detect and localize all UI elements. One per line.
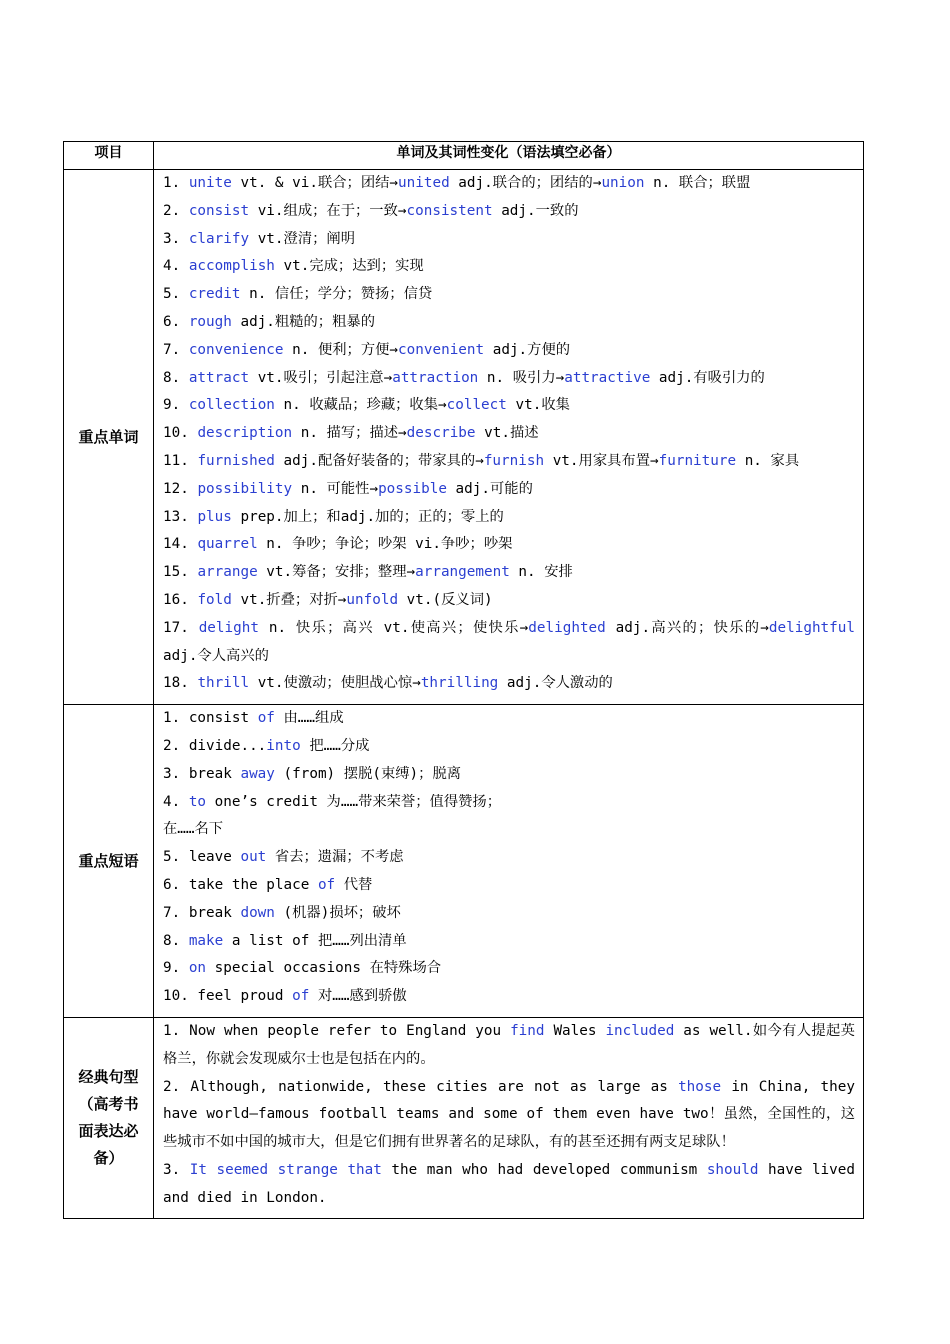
entry-text: n. 快乐；高兴 vt.使高兴；使快乐→	[258, 619, 529, 636]
keyword: to	[188, 793, 207, 810]
phrase-entry	[163, 844, 855, 872]
entry-text: 5. leave	[163, 849, 241, 866]
keyword: of	[257, 710, 275, 727]
entry-text: vt.用家具布置→	[544, 452, 659, 469]
entry-text: 13.	[163, 508, 198, 525]
entry-text: 4.	[163, 793, 189, 810]
entry-text: 16.	[163, 591, 198, 608]
word-entry	[163, 420, 855, 448]
section-key-phrases	[64, 705, 864, 1018]
keyword: should	[706, 1161, 759, 1178]
phrase-entry	[163, 789, 855, 817]
word-entry	[163, 226, 855, 254]
keyword: description	[197, 425, 293, 442]
entry-text: 2.	[163, 202, 189, 219]
entry-text: 2. Although, nationwide, these cities are not as large as	[163, 1078, 679, 1095]
entry-text: vt.收集	[506, 397, 570, 414]
entry-text: 7. break	[163, 904, 241, 921]
entry-text: vt. & vi.联合；团结→	[231, 175, 399, 191]
entry-text: adj.有吸引力的	[650, 369, 765, 386]
keyword: attractive	[564, 369, 651, 386]
keyword: away	[240, 765, 275, 782]
word-entry	[163, 448, 855, 476]
entry-text: 1. Now when people refer to England you	[163, 1022, 511, 1039]
word-entry	[163, 170, 855, 198]
keyword: furniture	[658, 452, 737, 469]
word-entry	[163, 337, 855, 365]
phrase-entry	[163, 955, 855, 983]
word-entry	[163, 476, 855, 504]
entry-text: 8.	[163, 369, 189, 386]
sentence-entry	[163, 1157, 855, 1213]
entry-text: adj.可能的	[446, 480, 533, 497]
keyword: find	[510, 1022, 545, 1039]
entry-text: 省去；遗漏；不考虑	[266, 849, 404, 866]
keyword: into	[266, 737, 301, 754]
keyword: thrilling	[420, 675, 499, 692]
keyword: It seemed strange that	[189, 1161, 382, 1178]
keyword: arrangement	[415, 564, 510, 581]
keyword: unfold	[346, 591, 399, 608]
entry-text: 3. break	[163, 765, 241, 782]
entry-text: 18.	[163, 675, 198, 692]
word-entry	[163, 365, 855, 393]
keyword: credit	[188, 286, 241, 303]
keyword: collection	[188, 397, 275, 414]
phrase-entry	[163, 733, 855, 761]
keyword: those	[678, 1078, 722, 1095]
section-content	[154, 705, 864, 1018]
keyword: convenient	[398, 341, 485, 358]
keyword: furnished	[197, 452, 275, 469]
keyword: out	[240, 849, 267, 866]
entry-text: n. 联合；联盟	[644, 175, 751, 191]
word-entry	[163, 392, 855, 420]
section-content	[154, 170, 864, 705]
entry-text: adj.一致的	[492, 202, 579, 219]
entry-text: 15.	[163, 564, 198, 581]
keyword: of	[317, 876, 336, 893]
entry-text: adj.联合的；团结的→	[449, 175, 602, 191]
entry-text: adj.粗糙的；粗暴的	[231, 313, 375, 330]
phrase-entry	[163, 761, 855, 789]
table-header-row	[64, 142, 864, 170]
keyword: of	[292, 988, 310, 1005]
vocabulary-table	[63, 141, 864, 1219]
keyword: plus	[197, 508, 232, 525]
entry-text: vt.描述	[475, 425, 539, 442]
phrase-entry	[163, 872, 855, 900]
entry-text: 把……分成	[300, 737, 370, 754]
entry-text: adj.令人高兴的	[163, 647, 269, 664]
keyword: down	[240, 904, 275, 921]
keyword: union	[601, 175, 645, 191]
entry-text: 代替	[335, 876, 373, 893]
entry-text: 5.	[163, 286, 189, 303]
entry-text: n. 描写；描述→	[292, 425, 407, 442]
entry-text: 2. divide...	[163, 737, 267, 754]
entry-text: 3.	[163, 230, 189, 247]
entry-text: n. 家具	[736, 452, 800, 469]
entry-text: n. 便利；方便→	[283, 341, 399, 358]
entry-text: n. 吸引力→	[478, 369, 565, 386]
word-entry	[163, 615, 855, 671]
entry-text: in China, they have world—famous football teams and some of them even have two！虽然，全国性的，这些城市不如中国的城市大，但是它们拥有世界著名的足球队，有的甚至还拥有两支足球队！	[163, 1078, 855, 1151]
entry-text: have lived and died in London.	[163, 1161, 855, 1206]
word-entry	[163, 504, 855, 532]
phrase-entry	[163, 816, 855, 844]
entry-text: vt.澄清；阐明	[249, 230, 356, 247]
entry-text: 3.	[163, 1161, 190, 1178]
entry-text: n. 信任；学分；赞扬；信贷	[240, 286, 433, 303]
keyword: clarify	[188, 230, 250, 247]
entry-text: vt.完成；达到；实现	[274, 258, 424, 275]
word-entry	[163, 253, 855, 281]
entry-text: vt.使激动；使胆战心惊→	[249, 675, 421, 692]
entry-text: vi.组成；在于；一致→	[249, 202, 407, 219]
entry-text: n. 可能性→	[292, 480, 379, 497]
entry-text: 10. feel proud	[163, 988, 293, 1005]
entry-text: vt.(反义词)	[398, 591, 493, 608]
entry-text: 在……名下	[163, 821, 224, 838]
sentence-entry	[163, 1018, 855, 1074]
entry-text: n. 争吵；争论；吵架 vi.争吵；吵架	[257, 536, 513, 553]
keyword: delightful	[768, 619, 855, 636]
keyword: make	[188, 932, 224, 949]
keyword: furnish	[483, 452, 545, 469]
entry-text: n. 安排	[509, 564, 573, 581]
phrase-entry	[163, 705, 855, 733]
keyword: on	[188, 960, 207, 977]
phrase-entry	[163, 928, 855, 956]
keyword: possible	[378, 480, 447, 497]
entry-text: 1. consist	[163, 710, 258, 727]
entry-text: adj.令人激动的	[498, 675, 613, 692]
header-words: 单词及其词性变化（语法填空必备）	[154, 142, 864, 170]
word-entry	[163, 198, 855, 226]
keyword: attract	[188, 369, 250, 386]
section-content	[154, 1017, 864, 1219]
entry-text: 11.	[163, 452, 198, 469]
entry-text: one’s credit 为……带来荣誉；值得赞扬；	[206, 793, 502, 810]
keyword: consistent	[406, 202, 493, 219]
keyword: attraction	[392, 369, 479, 386]
word-entry	[163, 559, 855, 587]
entry-text: adj.配备好装备的；带家具的→	[274, 452, 484, 469]
section-key-words	[64, 170, 864, 705]
entry-text: 对……感到骄傲	[309, 988, 407, 1005]
keyword: included	[605, 1022, 675, 1039]
entry-text: 14.	[163, 536, 198, 553]
header-item: 项目	[64, 142, 154, 170]
entry-text: 4.	[163, 258, 189, 275]
entry-text: adj.高兴的；快乐的→	[605, 619, 769, 636]
entry-text: 8.	[163, 932, 189, 949]
entry-text: (机器)损坏；破坏	[274, 904, 401, 921]
word-entry	[163, 531, 855, 559]
phrase-entry	[163, 983, 855, 1011]
keyword: delight	[198, 619, 259, 636]
entry-text: 由……组成	[274, 710, 344, 727]
entry-text: 9.	[163, 397, 189, 414]
entry-text: n. 收藏品；珍藏；收集→	[274, 397, 447, 414]
keyword: rough	[188, 313, 232, 330]
entry-text: 10.	[163, 425, 198, 442]
entry-text: prep.加上；和adj.加的；正的；零上的	[231, 508, 504, 525]
section-classic-sentences	[64, 1017, 864, 1219]
sentence-entry	[163, 1074, 855, 1157]
keyword: arrange	[197, 564, 258, 581]
category-label: 重点单词	[64, 170, 154, 705]
word-entry	[163, 309, 855, 337]
keyword: consist	[188, 202, 250, 219]
word-entry	[163, 281, 855, 309]
entry-text: vt.吸引；引起注意→	[249, 369, 393, 386]
entry-text: 9.	[163, 960, 189, 977]
phrase-entry	[163, 900, 855, 928]
keyword: accomplish	[188, 258, 275, 275]
keyword: quarrel	[197, 536, 258, 553]
category-label: 重点短语	[64, 705, 154, 1018]
keyword: possibility	[197, 480, 293, 497]
entry-text: 12.	[163, 480, 198, 497]
entry-text: 17.	[163, 619, 199, 636]
keyword: collect	[446, 397, 507, 414]
keyword: describe	[406, 425, 476, 442]
entry-text: vt.折叠；对折→	[231, 591, 347, 608]
entry-text: the man who had developed communism	[381, 1161, 707, 1178]
keyword: convenience	[188, 341, 284, 358]
entry-text: (from) 摆脱(束缚)；脱离	[274, 765, 462, 782]
entry-text: 6.	[163, 313, 189, 330]
entry-text: 7.	[163, 341, 189, 358]
word-entry	[163, 587, 855, 615]
entry-text: special occasions 在特殊场合	[206, 960, 442, 977]
entry-text: as well.如今有人提起英格兰，你就会发现威尔士也是包括在内的。	[163, 1022, 855, 1067]
keyword: delighted	[528, 619, 606, 636]
keyword: unite	[188, 175, 232, 191]
word-entry	[163, 670, 855, 698]
entry-text: vt.筹备；安排；整理→	[257, 564, 416, 581]
category-label: 经典句型（高考书面表达必备）	[64, 1017, 154, 1219]
keyword: united	[398, 175, 450, 191]
entry-text: 6. take the place	[163, 876, 318, 893]
keyword: fold	[197, 591, 232, 608]
entry-text: a list of 把……列出清单	[223, 932, 407, 949]
entry-text: 1.	[163, 175, 189, 191]
keyword: thrill	[197, 675, 250, 692]
entry-text: Wales	[544, 1022, 606, 1039]
entry-text: adj.方便的	[484, 341, 571, 358]
